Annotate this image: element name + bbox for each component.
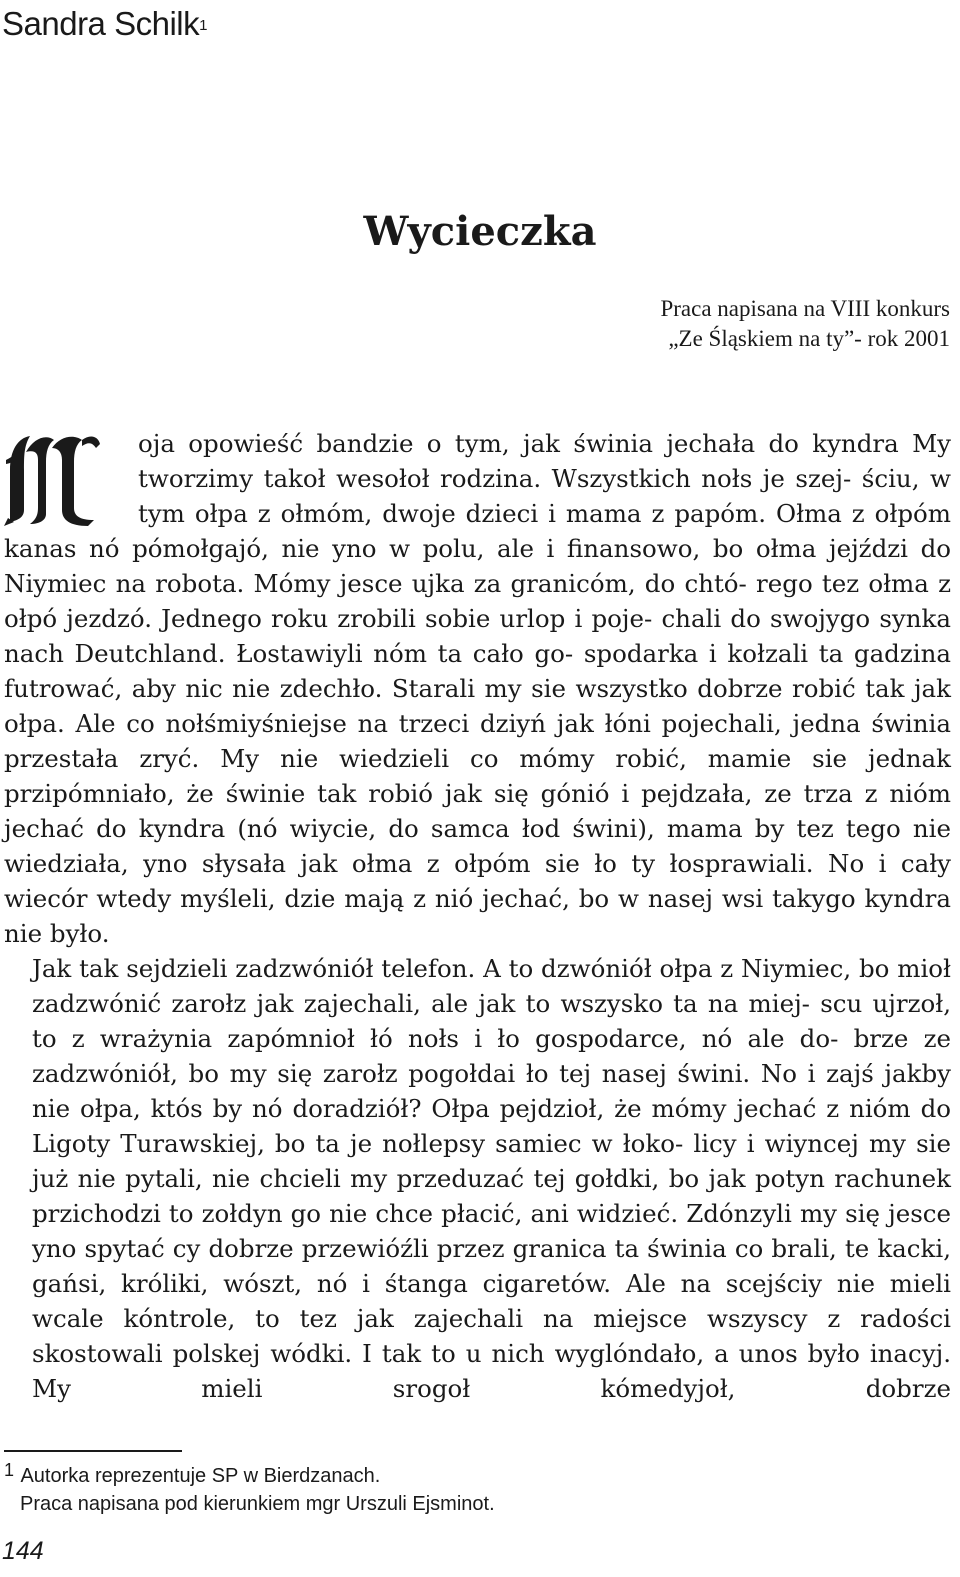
text-line: ściu, w tym ołpa z ołmóm, dwoje dzieci i mama z papóm. Ołma	[138, 464, 951, 528]
text-line: na miejsce wszyscy z radości skostowali polskej wódki. I tak to u nich	[32, 1304, 951, 1368]
footnote-reference: 1	[199, 17, 207, 34]
text-line: sie wszystko dobrze robić tak jak ołpa. Ale co nołśmiyśniejse na trzeci	[4, 674, 951, 738]
text-line: do samca łod świni), mama by tez tego nie wiedziała, yno słysała jak	[4, 814, 951, 878]
text-line: chali do swojygo synka nach Deutchland. Łostawiyli nóm ta cało go-	[4, 604, 951, 668]
text-line: Jak tak sejdzieli zadzwóniół telefon. A to dzwóniół ołpa z Niymiec,	[32, 954, 859, 983]
text-line: widzieć. Zdónzyli my się jesce yno spytać cy dobrze przewióźli przez	[32, 1199, 951, 1263]
text-line: wyglóndało, a unos było inacyj. My mieli srogoł kómedyjoł, dobrze	[32, 1339, 951, 1403]
footnote-text: Autorka reprezentuje SP w Bierdzanach.	[20, 1465, 381, 1487]
page-number: 144	[2, 1537, 44, 1565]
paragraph	[4, 426, 951, 951]
text-line: i zajś jakby nie ołpa, któs by nó doradziół? Ołpa pejdzioł, że mómy	[32, 1059, 952, 1123]
text-line: brze ze zadzwóniół, bo my się zarołz pogołdai ło tej nasej świni. No	[32, 1024, 951, 1088]
text-line: mają z nió jechać, bo w nasej wsi takygo kyndra nie było.	[4, 884, 951, 948]
text-line: z ołpóm kanas nó pómołgajó, nie yno w polu, ale i finansowo, bo ołma	[4, 499, 951, 563]
text-line: jejździ do Niymiec na robota. Mómy jesce ujka za granicóm, do chtó-	[4, 534, 952, 598]
text-line: ołma z ołpóm sie ło ty łosprawiali. No i cały wiecór wtedy myśleli, dzie	[4, 849, 951, 913]
text-line: bo jak potyn rachunek przichodzi to zołdyn go nie chce płacić, ani	[32, 1164, 952, 1228]
epigraph-line: „Ze Śląskiem na ty”- rok 2001	[668, 326, 950, 351]
article-body	[4, 426, 951, 1406]
text-line: licy i wiyncej my sie już nie pytali, nie chcieli my przeduzać tej gołdki,	[32, 1129, 951, 1193]
text-line: bo mioł zadzwónić zarołz jak zajechali, ale jak to wszysko ta na miej-	[32, 954, 951, 1018]
page-title: Wycieczka	[363, 208, 597, 255]
text-line: spodarka i kołzali ta gadzina futrować, aby nic nie zdechło. Starali my	[4, 639, 951, 703]
text-line: oja opowieść bandzie o tym, jak świnia jechała do kyndra	[138, 429, 913, 458]
text-line: My tworzimy takoł wesołoł rodzina. Wszystkich nołs je szej-	[138, 429, 951, 493]
footnote-divider	[4, 1450, 182, 1452]
text-line: dziyń jak łóni pojechali, jedna świnia przestała zryć. My nie wiedzieli	[4, 709, 951, 773]
footnote-text: Praca napisana pod kierunkiem mgr Urszuli Ejsminot.	[20, 1493, 495, 1515]
footnote-number: 1	[4, 1460, 15, 1480]
paragraph	[4, 951, 951, 1406]
text-line: jechać z nióm do Ligoty Turawskiej, bo ta je nołlepsy samiec w łoko-	[32, 1094, 951, 1158]
text-line: granica ta świnia co brali, te kacki, gańsi, króliki, wószt, nó i śtanga	[32, 1234, 951, 1298]
footnote	[4, 1462, 495, 1518]
text-line: scu ujrzoł, to z wrażynia zapómnioł łó nołs i ło gospodarce, nó ale do-	[32, 989, 951, 1053]
author-name: Sandra Schilk$^1$	[2, 5, 207, 42]
text-line: cigaretów. Ale na scejściy nie mieli wcale kóntrole, to tez jak zajechali	[32, 1269, 951, 1333]
epigraph	[660, 294, 950, 354]
text-line: rego tez ołma z ołpó jezdzó. Jednego roku zrobili sobie urlop i poje-	[4, 569, 951, 633]
text-line: jak się gónió i pejdzała, ze trza z nióm jechać do kyndra (nó wiycie,	[4, 779, 951, 843]
text-line: co mómy robić, mamie sie jednak przipómniało, że świnie tak robió	[4, 744, 952, 808]
drop-cap-m-icon	[4, 430, 102, 526]
epigraph-line: Praca napisana na VIII konkurs	[660, 296, 950, 321]
